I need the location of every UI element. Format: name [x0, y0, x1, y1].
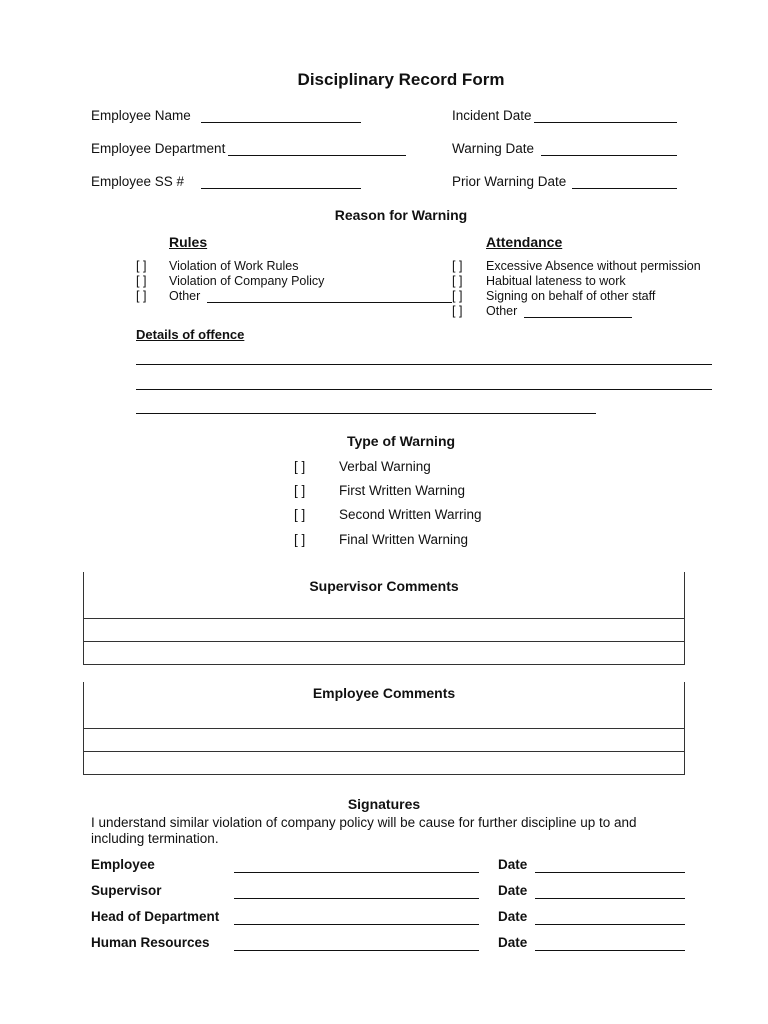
attendance-other-field[interactable] [524, 317, 632, 318]
attendance-item-label: Excessive Absence without permission [486, 259, 701, 273]
employee-comments-box [83, 682, 685, 775]
warning-option-label: Verbal Warning [339, 459, 431, 474]
attendance-item-label: Habitual lateness to work [486, 274, 626, 288]
attendance-checkbox-3[interactable]: [ ] [452, 289, 463, 303]
employee-signature-field[interactable] [234, 872, 479, 873]
warning-checkbox-2[interactable]: [ ] [294, 483, 306, 498]
supervisor-comments-title: Supervisor Comments [309, 578, 459, 594]
employee-department-label: Employee Department [91, 141, 226, 156]
attendance-title: Attendance [486, 234, 563, 250]
head-of-department-signature-field[interactable] [234, 924, 479, 925]
human-resources-date-field[interactable] [535, 950, 685, 951]
supervisor-comments-box [83, 572, 685, 665]
attendance-checkbox-1[interactable]: [ ] [452, 259, 463, 273]
head-of-department-date-field[interactable] [535, 924, 685, 925]
warning-checkbox-1[interactable]: [ ] [294, 459, 306, 474]
rules-item-label: Violation of Company Policy [169, 274, 325, 288]
details-line-3[interactable] [136, 413, 596, 414]
rules-item-label: Other [169, 289, 201, 303]
rules-title: Rules [169, 234, 208, 250]
supervisor-comments-row-1[interactable] [84, 618, 684, 642]
rules-checkbox-2[interactable]: [ ] [136, 274, 147, 288]
prior-warning-date-field[interactable] [572, 188, 677, 189]
attendance-item-label: Other [486, 304, 518, 318]
employee-name-label: Employee Name [91, 108, 191, 123]
employee-ss-label: Employee SS # [91, 174, 185, 189]
details-line-2[interactable] [136, 389, 712, 390]
date-label: Date [498, 935, 528, 950]
warning-title: Type of Warning [346, 433, 456, 449]
employee-comments-title: Employee Comments [312, 685, 456, 701]
employee-comments-row-2[interactable] [84, 751, 684, 775]
prior-warning-date-label: Prior Warning Date [452, 174, 567, 189]
rules-checkbox-1[interactable]: [ ] [136, 259, 147, 273]
incident-date-label: Incident Date [452, 108, 532, 123]
employee-name-field[interactable] [201, 122, 361, 123]
date-label: Date [498, 909, 528, 924]
signatures-statement-line-1: I understand similar violation of company policy will be cause for further discipline up to and [91, 815, 637, 830]
warning-checkbox-4[interactable]: [ ] [294, 532, 306, 547]
rules-checkbox-3[interactable]: [ ] [136, 289, 147, 303]
rules-item-label: Violation of Work Rules [169, 259, 299, 273]
warning-option-label: Second Written Warring [339, 507, 482, 522]
incident-date-field[interactable] [534, 122, 677, 123]
warning-checkbox-3[interactable]: [ ] [294, 507, 306, 522]
reason-title: Reason for Warning [334, 207, 468, 223]
details-title: Details of offence [136, 327, 245, 342]
employee-ss-field[interactable] [201, 188, 361, 189]
signatures-statement-line-2: including termination. [91, 831, 219, 846]
signatures-title: Signatures [347, 796, 421, 812]
attendance-checkbox-2[interactable]: [ ] [452, 274, 463, 288]
supervisor-date-field[interactable] [535, 898, 685, 899]
details-line-1[interactable] [136, 364, 712, 365]
employee-comments-row-1[interactable] [84, 728, 684, 752]
date-label: Date [498, 883, 528, 898]
warning-option-label: First Written Warning [339, 483, 466, 498]
signature-row-label: Supervisor [91, 883, 162, 898]
supervisor-comments-row-2[interactable] [84, 641, 684, 665]
warning-date-field[interactable] [541, 155, 677, 156]
employee-department-field[interactable] [228, 155, 406, 156]
warning-date-label: Warning Date [452, 141, 535, 156]
signature-row-label: Human Resources [91, 935, 210, 950]
supervisor-signature-field[interactable] [234, 898, 479, 899]
warning-option-label: Final Written Warning [339, 532, 469, 547]
human-resources-signature-field[interactable] [234, 950, 479, 951]
date-label: Date [498, 857, 528, 872]
page-title: Disciplinary Record Form [297, 70, 505, 89]
attendance-item-label: Signing on behalf of other staff [486, 289, 656, 303]
attendance-checkbox-4[interactable]: [ ] [452, 304, 463, 318]
rules-other-field[interactable] [207, 302, 452, 303]
employee-date-field[interactable] [535, 872, 685, 873]
signature-row-label: Employee [91, 857, 155, 872]
signature-row-label: Head of Department [91, 909, 220, 924]
